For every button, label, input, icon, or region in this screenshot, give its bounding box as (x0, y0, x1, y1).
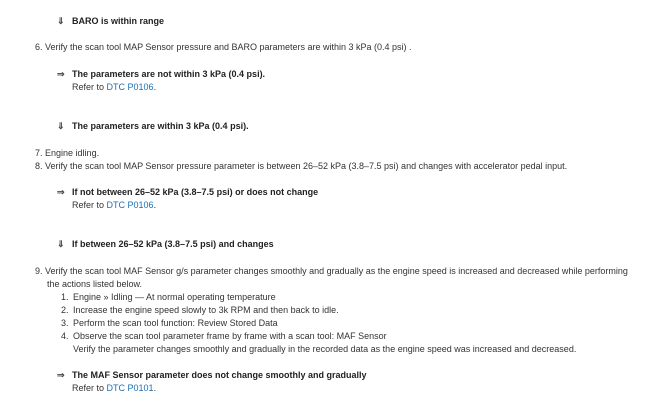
step-8-fail-row (57, 186, 318, 198)
baro-pass-row (57, 15, 164, 27)
sub-text: Increase the engine speed slowly to 3k RPM and then back to idle. (73, 305, 339, 315)
sub-number: 3. (61, 318, 69, 328)
step-6-pass-row (57, 120, 249, 132)
down-arrow-icon: ⇓ (57, 239, 65, 249)
refer-to-label: Refer to (72, 82, 105, 92)
step-6-text: Verify the scan tool MAP Sensor pressure and BARO parameters are within 3 kPa (0.4 psi) . (45, 42, 412, 52)
dtc-p0106-link[interactable]: DTC P0106 (106, 82, 154, 92)
step-6-pass-title: The parameters are within 3 kPa (0.4 psi). (72, 121, 249, 131)
right-arrow-icon: ⇒ (57, 370, 65, 380)
step-8-fail-refer: Refer to DTC P0106. (72, 200, 157, 210)
step-8-fail-title: If not between 26–52 kPa (3.8–7.5 psi) or does not change (72, 187, 319, 197)
down-arrow-icon: ⇓ (57, 16, 65, 26)
step-6-number: 6. (35, 42, 43, 52)
step-6-fail-row (57, 68, 265, 80)
step-8 (35, 160, 567, 172)
period: . (153, 383, 157, 393)
sub-number: 4. (61, 331, 69, 341)
step-9-sub-4 (61, 330, 387, 342)
step-7-number: 7. (35, 148, 43, 158)
step-9-text-line2: the actions listed below. (47, 279, 143, 289)
step-8-pass-row (57, 238, 274, 250)
step-9-fail-row (57, 369, 367, 381)
refer-to-label: Refer to (72, 383, 105, 393)
dtc-p0101-link[interactable]: DTC P0101 (106, 383, 154, 393)
step-8-text: Verify the scan tool MAP Sensor pressure parameter is between 26–52 kPa (3.8–7.5 psi) and changes with accelerator pedal input. (45, 161, 568, 171)
step-9 (35, 265, 628, 277)
step-8-pass-title: If between 26–52 kPa (3.8–7.5 psi) and changes (72, 239, 274, 249)
step-9-sub-3 (61, 317, 278, 329)
step-7 (35, 147, 99, 159)
step-9-sub-4-detail: Verify the parameter changes smoothly and gradually in the recorded data as the engine speed was increased and decreased. (73, 344, 577, 354)
step-9-sub-1 (61, 291, 276, 303)
step-7-text: Engine idling. (45, 148, 100, 158)
step-6-fail-refer: Refer to DTC P0106. (72, 82, 157, 92)
right-arrow-icon: ⇒ (57, 69, 65, 79)
step-6 (35, 41, 412, 53)
step-9-number: 9. (35, 266, 43, 276)
step-9-fail-title: The MAF Sensor parameter does not change smoothly and gradually (72, 370, 367, 380)
sub-number: 1. (61, 292, 69, 302)
sub-number: 2. (61, 305, 69, 315)
dtc-p0106-link[interactable]: DTC P0106 (106, 200, 154, 210)
step-6-fail-title: The parameters are not within 3 kPa (0.4 psi). (72, 69, 266, 79)
right-arrow-icon: ⇒ (57, 187, 65, 197)
refer-to-label: Refer to (72, 200, 105, 210)
step-9-text-line1: Verify the scan tool MAF Sensor g/s parameter changes smoothly and gradually as the engine speed is increased and decreased while performing (45, 266, 628, 276)
step-9-fail-refer (72, 382, 156, 394)
down-arrow-icon: ⇓ (57, 121, 65, 131)
step-8-number: 8. (35, 161, 43, 171)
step-9-sub-2 (61, 304, 339, 316)
sub-text: Observe the scan tool parameter frame by frame with a scan tool: MAF Sensor (73, 331, 387, 341)
baro-pass-title: BARO is within range (72, 16, 165, 26)
sub-text: Engine » Idling — At normal operating temperature (73, 292, 276, 302)
sub-text: Perform the scan tool function: Review Stored Data (73, 318, 278, 328)
